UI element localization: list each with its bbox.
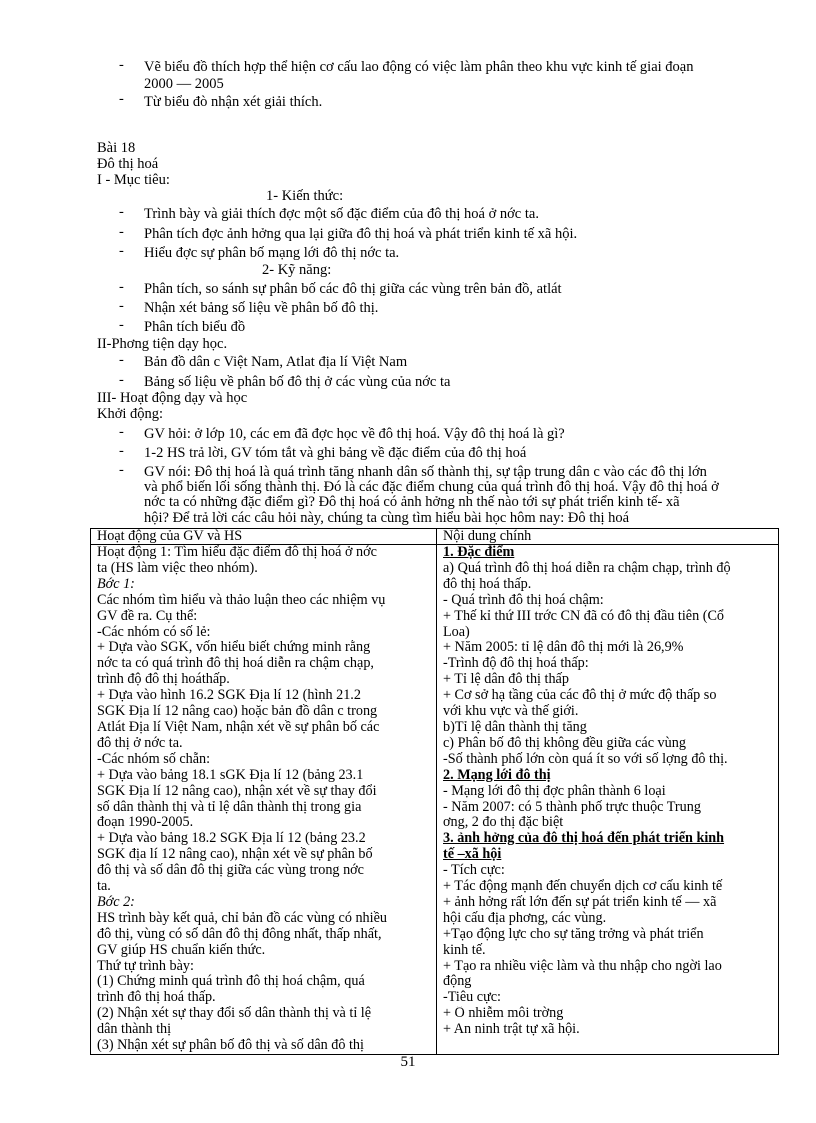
skill-item-1: Phân tích, so sánh sự phân bố các đô thị giữa các vùng trên bản đồ, atlát [144, 281, 562, 297]
bullet-dash: - [119, 317, 124, 333]
left-line: -Các nhóm số chẵn: [97, 751, 211, 767]
lesson-number: Bài 18 [97, 140, 136, 156]
right-line: b)Tỉ lệ dân thành thị tăng [443, 719, 587, 735]
left-line: + Dựa vào bảng 18.1 sGK Địa lí 12 (bảng 23.1 [97, 767, 364, 783]
section-objectives: I - Mục tiêu: [97, 172, 170, 188]
left-line: số dân thành thị và tỉ lệ dân thành thị trong gia [97, 799, 362, 815]
tool-item-2: Bảng số liệu về phân bố đô thị ở các vùng của nớc ta [144, 374, 451, 390]
right-line: + ảnh hởng rất lớn đến sự pát triển kinh tế — xã [443, 894, 717, 910]
right-line: a) Quá trình đô thị hoá diễn ra chậm chạp, trình độ [443, 560, 731, 576]
bullet-dash: - [119, 443, 124, 459]
left-line: GV đề ra. Cụ thể: [97, 608, 198, 624]
left-line: HS trình bày kết quả, chỉ bản đồ các vùng có nhiều [97, 910, 387, 926]
left-line: (3) Nhận xét sự phân bố đô thị và số dân đô thị [97, 1038, 364, 1054]
right-line: -Số thành phố lớn còn quá ít so với số lợng đô thị. [443, 751, 728, 767]
bullet-dash: - [119, 424, 124, 440]
bullet-dash: - [119, 91, 124, 107]
warmup-item-3-line-2: và phổ biến lối sống thành thị. Đó là các đặc điểm chung của quá trình đô thị hoá. Vậy đô thị hoá ở [144, 479, 719, 495]
left-line: nớc ta có quá trình đô thị hoá diễn ra chậm chạp, [97, 656, 374, 672]
right-line: + Tác động mạnh đến chuyển dịch cơ cấu kinh tế [443, 879, 723, 895]
right-line: ơng, 2 đo thị đặc biệt [443, 815, 564, 831]
table-header-row [91, 529, 779, 545]
skill-item-2: Nhận xét bảng số liệu về phân bố đô thị. [144, 300, 379, 316]
warmup-label: Khởi động: [97, 406, 164, 422]
knowledge-item-3: Hiểu đợc sự phân bố mạng lới đô thị nớc ta. [144, 245, 400, 261]
left-line: đoạn 1990-2005. [97, 815, 194, 831]
section-tools: II-Phơng tiện dạy học. [97, 336, 228, 352]
left-line: (1) Chứng minh quá trình đô thị hoá chậm, quá [97, 974, 365, 990]
bullet-dash: - [119, 372, 124, 388]
right-line: với khu vực và thế giới. [443, 704, 579, 720]
right-line: + Ô nhiễm môi trờng [443, 1006, 564, 1022]
lesson-title: Đô thị hoá [97, 156, 159, 172]
heading-impact-cont: tế –xã hội [443, 847, 502, 863]
right-line: +Tạo động lực cho sự tăng trởng và phát triển [443, 926, 704, 942]
right-line: + An ninh trật tự xã hội. [443, 1022, 580, 1038]
knowledge-item-2: Phân tích đợc ảnh hởng qua lại giữa đô thị hoá và phát triển kinh tế xã hội. [144, 226, 578, 242]
right-line: c) Phân bố đô thị không đều giữa các vùng [443, 735, 686, 751]
left-line: Hoạt động 1: Tìm hiểu đặc điểm đô thị hoá ở nớc [97, 545, 377, 560]
right-line: - Mạng lới đô thị đợc phân thành 6 loại [443, 783, 666, 799]
right-line: - Quá trình đô thị hoá chậm: [443, 592, 604, 608]
left-line: SGK địa lí 12 nâng cao), nhận xét về sự phân bố [97, 847, 373, 863]
left-line: + Dựa vào SGK, vốn hiểu biết chứng minh rằng [97, 640, 371, 656]
right-line: + Năm 2005: tỉ lệ dân đô thị mới là 26,9% [443, 640, 684, 656]
right-line: hội cấu địa phơng, các vùng. [443, 910, 607, 926]
left-line: GV giúp HS chuẩn kiến thức. [97, 942, 266, 958]
warmup-item-2: 1-2 HS trả lời, GV tóm tắt và ghi bảng về đặc điểm của đô thị hoá [144, 445, 527, 461]
right-line: động [443, 974, 472, 990]
right-line: + Cơ sở hạ tầng của các đô thị ở mức độ thấp so [443, 688, 717, 704]
skill-item-3: Phân tích biểu đồ [144, 319, 246, 335]
subsection-knowledge: 1- Kiến thức: [266, 188, 344, 204]
top-bullet-1-line-2: 2000 — 2005 [144, 76, 224, 92]
table-row [91, 545, 779, 1055]
right-line: đô thị hoá thấp. [443, 576, 532, 592]
left-line: Các nhóm tìm hiểu và thảo luận theo các nhiệm vụ [97, 592, 386, 608]
left-line: SGK Địa lí 12 nâng cao), nhận xét về sự thay đổi [97, 783, 377, 799]
lesson-activity-table [90, 528, 779, 1055]
bullet-dash: - [119, 204, 124, 220]
left-line: + Dựa vào hình 16.2 SGK Địa lí 12 (hình 21.2 [97, 688, 361, 704]
left-line: đô thị ở nớc ta. [97, 735, 183, 751]
right-line: - Tích cực: [443, 863, 505, 879]
activities-cell [91, 545, 437, 1055]
warmup-item-1: GV hỏi: ở lớp 10, các em đã đợc học về đô thị hoá. Vậy đô thị hoá là gì? [144, 426, 565, 442]
right-line: kinh tế. [443, 942, 486, 958]
top-bullet-1-line-1: Vẽ biểu đồ thích hợp thể hiện cơ cấu lao động có việc làm phân theo khu vực kinh tế giai đoạn [144, 59, 694, 75]
page-number: 51 [400, 1054, 416, 1070]
right-line: -Tiêu cực: [443, 990, 501, 1006]
right-line: - Năm 2007: có 5 thành phố trực thuộc Trung [443, 799, 701, 815]
step-2-label: Bớc 2: [97, 894, 135, 910]
right-line: Loa) [443, 624, 470, 640]
left-line: Atlát Địa lí Việt Nam, nhận xét về sự phân bố các [97, 719, 380, 735]
tool-item-1: Bản đồ dân c Việt Nam, Atlat địa lí Việt Nam [144, 354, 408, 370]
heading-characteristics: 1. Đặc điểm [443, 545, 515, 560]
left-line: (2) Nhận xét sự thay đổi số dân thành thị và tỉ lệ [97, 1006, 372, 1022]
content-cell [437, 545, 779, 1055]
table-header-content: Nội dung chính [437, 529, 779, 545]
bullet-dash: - [119, 243, 124, 259]
right-line: -Trình độ đô thị hoá thấp: [443, 656, 589, 672]
warmup-item-3-line-3: nớc ta có những đặc điểm gì? Đô thị hoá có ảnh hởng nh thế nào tới sự phát triển kinh tế- xã [144, 494, 680, 510]
step-1-label: Bớc 1: [97, 576, 135, 592]
left-line: Thứ tự trình bày: [97, 958, 194, 974]
left-line: đô thị và số dân đô thị giữa các vùng trong nớc [97, 863, 364, 879]
warmup-item-3-line-1: GV nói: Đô thị hoá là quá trình tăng nhanh dân số thành thị, sự tập trung dân c vào các đô thị lớn [144, 464, 707, 480]
right-line: + Tạo ra nhiều việc làm và thu nhập cho ngời lao [443, 958, 722, 974]
bullet-dash: - [119, 224, 124, 240]
heading-urban-network: 2. Mạng lới đô thị [443, 767, 551, 783]
left-line: dân thành thị [97, 1022, 172, 1038]
subsection-skills: 2- Kỹ năng: [262, 262, 332, 278]
table-header-activities: Hoạt động của GV và HS [91, 529, 437, 545]
knowledge-item-1: Trình bày và giải thích đợc một số đặc điểm của đô thị hoá ở nớc ta. [144, 206, 539, 222]
left-line: trình độ đô thị hoáthấp. [97, 672, 230, 688]
left-line: đô thị, vùng có số dân đô thị đông nhất, thấp nhất, [97, 926, 382, 942]
bullet-dash: - [119, 279, 124, 295]
right-line: + Tỉ lệ dân đô thị thấp [443, 672, 569, 688]
left-line: trình đô thị hoá thấp. [97, 990, 216, 1006]
bullet-dash: - [119, 462, 124, 478]
bullet-dash: - [119, 57, 124, 73]
bullet-dash: - [119, 352, 124, 368]
left-line: ta (HS làm việc theo nhóm). [97, 560, 258, 576]
warmup-item-3-line-4: hội? Để trả lời các câu hỏi này, chúng ta cùng tìm hiểu bài học hôm nay: Đô thị hoá [144, 510, 630, 526]
left-line: ta. [97, 879, 111, 895]
top-bullet-2: Từ biểu đò nhận xét giải thích. [144, 94, 323, 110]
section-activities: III- Hoạt động dạy và học [97, 390, 248, 406]
left-line: + Dựa vào bảng 18.2 SGK Địa lí 12 (bảng 23.2 [97, 831, 366, 847]
left-line: SGK Địa lí 12 nâng cao) hoặc bản đồ dân c trong [97, 704, 378, 720]
heading-impact: 3. ảnh hởng của đô thị hoá đến phát triển kinh [443, 831, 725, 847]
left-line: -Các nhóm có số lẻ: [97, 624, 211, 640]
bullet-dash: - [119, 298, 124, 314]
right-line: + Thế kỉ thứ III trớc CN đã có đô thị đầu tiên (Cổ [443, 608, 725, 624]
